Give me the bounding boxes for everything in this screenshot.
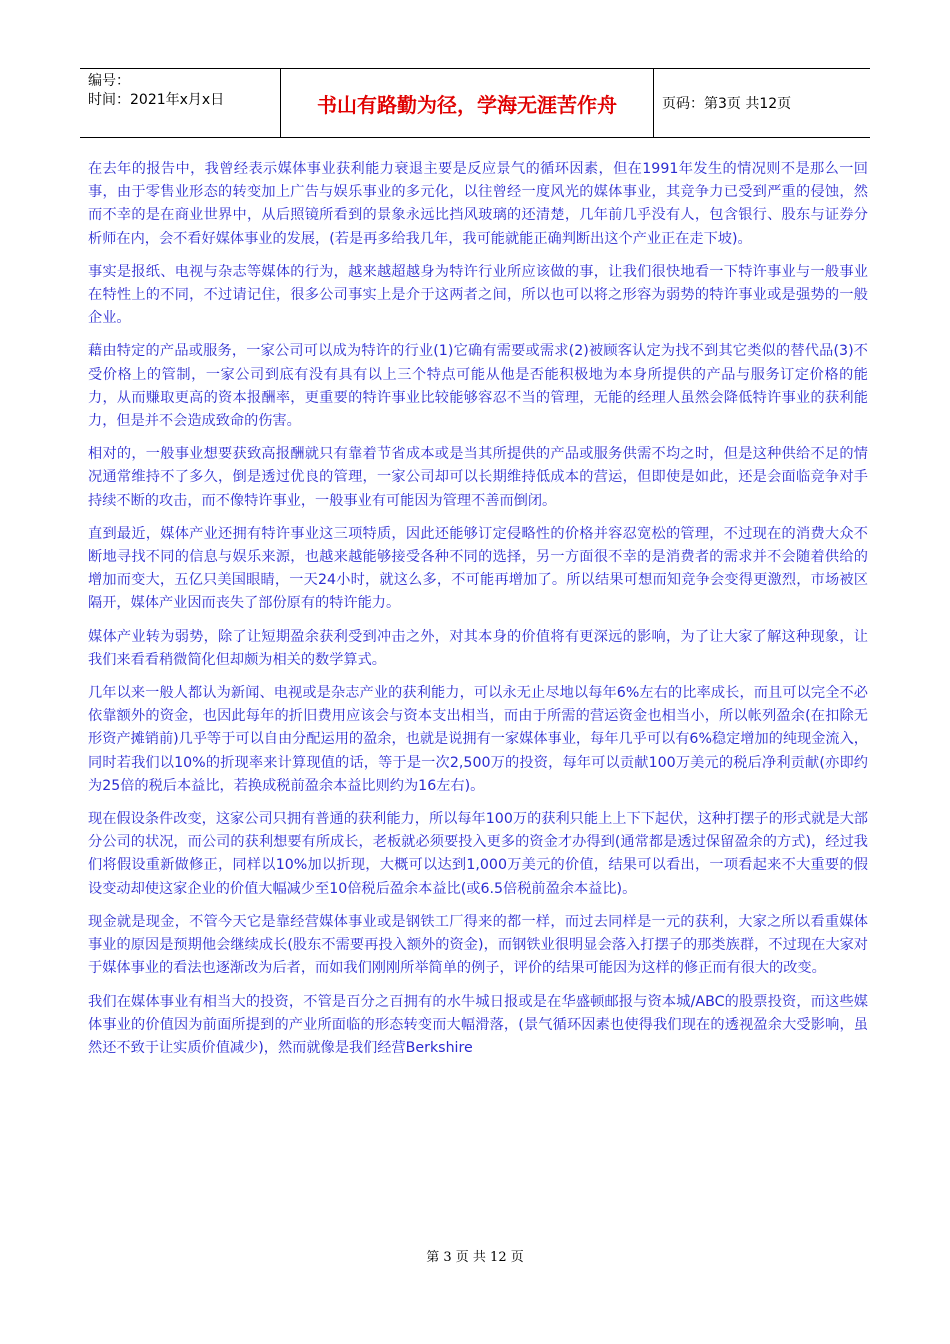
paragraph-4: 相对的，一般事业想要获致高报酬就只有靠着节省成本或是当其所提供的产品或服务供需不均之时，但是这种供给不足的情况通常维持不了多久，倒是透过优良的管理，一家公司却可以长期维持低成本的营运，但即使是如此，还是会面临竞争对手持续不断的攻击，而不像特许事业，一般事业有可能因为管理不善而倒闭。 — [88, 446, 868, 509]
paragraph-9: 现金就是现金，不管今天它是靠经营媒体事业或是钢铁工厂得来的都一样，而过去同样是一元的获利，大家之所以看重媒体事业的原因是预期他会继续成长(股东不需要再投入额外的资金)，而钢铁业很明显会落入打摆子的那类族群，不过现在大家对于媒体事业的看法也逐渐改为后者，而如我们刚刚所举简单的例子，评价的结果可能因为这样的修正而有很大的改变。 — [88, 913, 868, 977]
paragraph-3: 藉由特定的产品或服务，一家公司可以成为特许的行业(1)它确有需要或需求(2)被顾客认定为找不到其它类似的替代品(3)不受价格上的管制，一家公司到底有没有具有以上三个特点可能从他是否能积极地为本身所提供的产品与服务订定价格的能力，从而赚取更高的资本报酬率，更重要的特许事业比较能够容忍不当的管理，无能的经理人虽然会降低特许事业的获利能力，但是并不会造成致命的伤害。 — [88, 343, 868, 430]
document-body — [88, 158, 868, 1070]
date-label: 时间：2021年x月x日 — [88, 92, 225, 108]
paragraph-8: 现在假设条件改变，这家公司只拥有普通的获利能力，所以每年100万的获利只能上上下下起伏，这种打摆子的形式就是大部分公司的状况，而公司的获利想要有所成长，老板就必须要投入更多的资金才办得到(通常都是透过保留盈余的方式)，经过我们将假设重新做修正，同样以10%加以折现，大概可以达到1,000万美元的价值，结果可以看出，一项看起来不大重要的假设变动却使这家企业的价值大幅减少至10倍税后盈余本益比(或6.5倍税前盈余本益比)。 — [88, 811, 868, 897]
paragraph-7: 几年以来一般人都认为新闻、电视或是杂志产业的获利能力，可以永无止尽地以每年6%左右的比率成长，而且可以完全不必依靠额外的资金，也因此每年的折旧费用应该会与资本支出相当，而由于所需的营运资金也相当小，所以帐列盈余(在扣除无形资产摊销前)几乎等于可以自由分配运用的盈余，也就是说拥有一家媒体事业，每年几乎可以有6%稳定增加的纯现金流入，同时若我们以10%的折现率来计算现值的话，等于是一次2,500万的投资，每年可以贡献100万美元的税后净利贡献(亦即约为25倍的税后本益比，若换成税前盈余本益比则约为16左右)。 — [88, 685, 868, 794]
page-footer: 第 3 页 共 12 页 — [426, 1250, 524, 1265]
paragraph-1: 在去年的报告中，我曾经表示媒体事业获利能力衰退主要是反应景气的循环因素，但在1991年发生的情况则不是那么一回事，由于零售业形态的转变加上广告与娱乐事业的多元化，以往曾经一度风光的媒体事业，其竞争力已受到严重的侵蚀，然而不幸的是在商业世界中，从后照镜所看到的景象永远比挡风玻璃的还清楚，几年前几乎没有人，包含银行、股东与证券分析师在内，会不看好媒体事业的发展，(若是再多给我几年，我可能就能正确判断出这个产业正在走下坡)。 — [88, 161, 868, 247]
header-left-cell — [80, 69, 280, 137]
header-page-label: 页码：第3页 共12页 — [662, 96, 792, 112]
paragraph-5: 直到最近，媒体产业还拥有特许事业这三项特质，因此还能够订定侵略性的价格并容忍宽松的管理，不过现在的消费大众不断地寻找不同的信息与娱乐来源，也越来越能够接受各种不同的选择，另一方面很不幸的是消费者的需求并不会随着供给的增加而变大，五亿只美国眼睛，一天24小时，就这么多，不可能再增加了。所以结果可想而知竞争会变得更激烈，市场被区隔开，媒体产业因而丧失了部份原有的特许能力。 — [88, 525, 868, 612]
paragraph-10: 我们在媒体事业有相当大的投资，不管是百分之百拥有的水牛城日报或是在华盛顿邮报与资本城/ABC的股票投资，而这些媒体事业的价值因为前面所提到的产业所面临的形态转变而大幅滑落，(景气循环因素也使得我们现在的透视盈余大受影响，虽然还不致于让实质价值减少)，然而就像是我们经营Berkshire — [88, 993, 868, 1056]
page-header — [80, 68, 870, 138]
serial-label: 编号： — [88, 73, 130, 89]
paragraph-6: 媒体产业转为弱势，除了让短期盈余获利受到冲击之外，对其本身的价值将有更深远的影响，为了让大家了解这种现象，让我们来看看稍微简化但却颇为相关的数学算式。 — [88, 628, 868, 668]
header-motto: 书山有路勤为径，学海无涯苦作舟 — [280, 69, 654, 137]
paragraph-2: 事实是报纸、电视与杂志等媒体的行为，越来越超越身为特许行业所应该做的事，让我们很快地看一下特许事业与一般事业在特性上的不同，不过请记住，很多公司事实上是介于这两者之间，所以也可以将之形容为弱势的特许事业或是强势的一般企业。 — [88, 263, 868, 327]
